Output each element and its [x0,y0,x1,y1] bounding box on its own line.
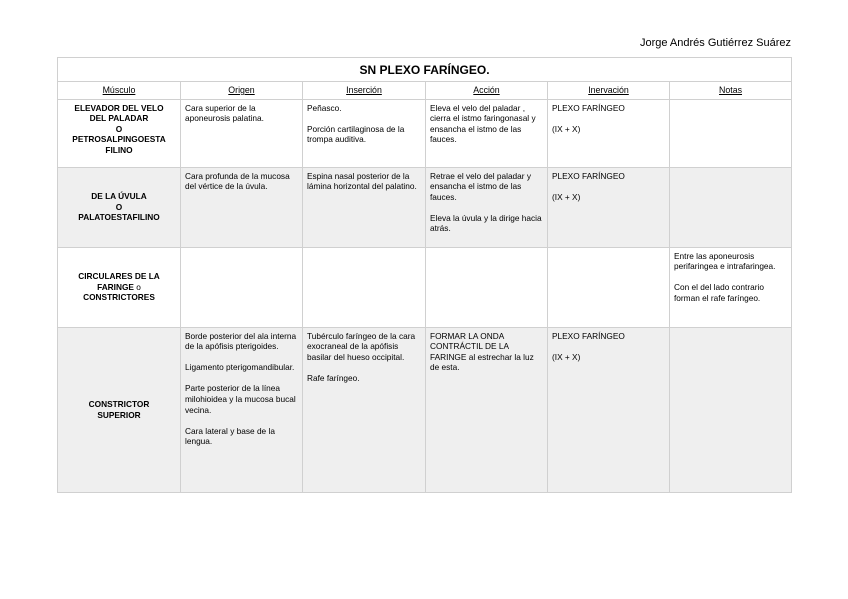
inervacion-cell [548,99,670,167]
origen-cell [181,327,303,492]
notas-cell [670,247,792,327]
cell-paragraph: Eleva la úvula y la dirige hacia atrás. [430,212,542,234]
cell-paragraph: (IX + X) [552,191,581,202]
table-row [58,247,792,327]
author-name: Jorge Andrés Gutiérrez Suárez [639,37,791,49]
musculo-word: FARINGE [97,281,134,292]
notas-cell [670,167,792,247]
muscle-table [57,57,792,493]
musculo-line: DE LA ÚVULA [91,191,147,202]
cell-paragraph: Borde posterior del ala interna de la apófisis pterigoides. [185,330,297,352]
musculo-cell [58,167,181,247]
musculo-connector: o [136,281,141,292]
musculo-line: CIRCULARES DE LA [78,271,160,282]
musculo-line: SUPERIOR [97,409,141,420]
cell-paragraph: PLEXO FARÍNGEO [552,102,625,113]
header-accion: Acción [426,82,548,100]
header-inervacion: Inervación [548,82,670,100]
cell-paragraph: Eleva el velo del paladar , cierra el istmo faringonasal y ensancha el istmo de las fauces. [430,102,536,145]
header-origen: Origen [181,82,303,100]
musculo-line: DEL PALADAR [89,113,149,124]
cell-paragraph: Con el del lado contrario forman el rafe faríngeo. [674,282,764,303]
musculo-line: PETROSALPINGOESTA [72,134,166,145]
insercion-cell [303,167,426,247]
cell-paragraph: (IX + X) [552,351,581,362]
accion-cell [426,99,548,167]
table-title: SN PLEXO FARÍNGEO. [58,58,792,82]
notas-cell [670,327,792,492]
musculo-line: O [115,201,123,212]
header-insercion: Inserción [303,82,426,100]
notas-cell [670,99,792,167]
cell-paragraph: Rafe faríngeo. [307,372,360,383]
musculo-cell [58,99,181,167]
cell-paragraph: Retrae el velo del paladar y ensancha el istmo de las fauces. [430,170,532,202]
accion-cell [426,327,548,492]
inervacion-cell [548,247,670,327]
insercion-cell [303,327,426,492]
cell-paragraph: Espina nasal posterior de la lámina horizontal del palatino. [307,170,417,192]
musculo-line: CONSTRICTOR [88,399,150,409]
cell-paragraph: PLEXO FARÍNGEO [552,170,625,181]
musculo-line [62,282,176,293]
cell-paragraph: Peñasco. [307,102,342,113]
accion-cell [426,167,548,247]
musculo-line: ELEVADOR DEL VELO [74,102,164,113]
cell-paragraph: Cara lateral y base de la lengua. [185,425,275,447]
inervacion-cell [548,327,670,492]
cell-paragraph: FORMAR LA ONDA CONTRÁCTIL DE LA FARINGE al estrechar la luz de esta. [430,330,534,373]
cell-paragraph: Ligamento pterigomandibular. [185,362,295,373]
origen-cell [181,99,303,167]
table-row [58,327,792,492]
origen-cell [181,247,303,327]
cell-paragraph: Cara superior de la aponeurosis palatina. [185,102,264,124]
header-notas: Notas [670,82,792,100]
musculo-line: O [115,123,123,134]
musculo-cell [58,327,181,492]
cell-paragraph: Porción cartilaginosa de la trompa auditiva. [307,123,405,145]
cell-paragraph: Entre las aponeurosis perifaringea e intrafaringea. [674,250,776,272]
musculo-line: FILINO [105,144,133,155]
insercion-cell [303,99,426,167]
header-musculo: Músculo [58,82,181,100]
musculo-line: PALATOESTAFILINO [78,212,160,223]
cell-paragraph: PLEXO FARÍNGEO [552,330,625,341]
table-row [58,167,792,247]
cell-paragraph: Cara profunda de la mucosa del vértice de la úvula. [185,170,290,192]
cell-paragraph: (IX + X) [552,123,581,134]
insercion-cell [303,247,426,327]
accion-cell [426,247,548,327]
inervacion-cell [548,167,670,247]
origen-cell [181,167,303,247]
musculo-line: CONSTRICTORES [83,292,155,303]
table-row [58,99,792,167]
musculo-cell [58,247,181,327]
cell-paragraph: Parte posterior de la línea milohioidea y la mucosa bucal vecina. [185,383,296,415]
cell-paragraph: Tubérculo faríngeo de la cara exocraneal de la apófisis basilar del hueso occipital. [307,330,416,362]
